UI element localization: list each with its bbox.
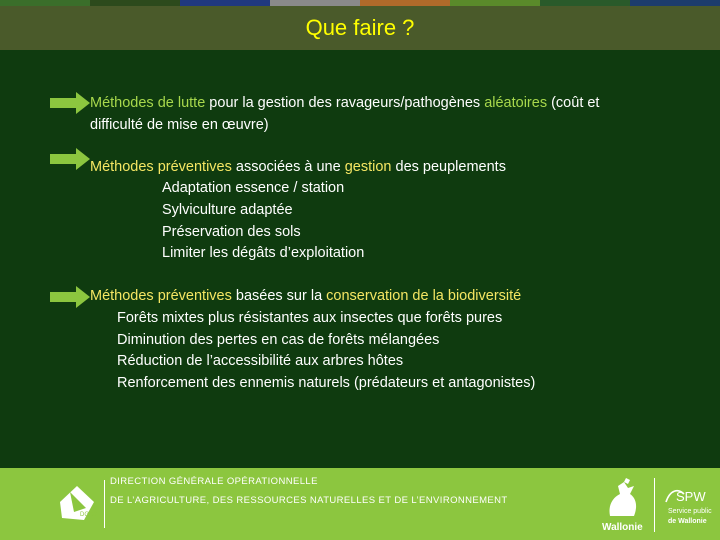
text-run: Méthodes de lutte [90,95,206,111]
item-2-heading [90,157,506,178]
spw-subtitle-1: Service public [668,508,712,515]
text-run: pour la gestion des ravageurs/pathogènes [205,95,485,111]
item-3-sub-2: Diminution des pertes en cas de forêts mélangées [117,332,440,348]
dgo3-logo-icon [56,482,98,524]
item-1-line-1 [90,93,599,114]
text-run: (coût et [547,95,600,111]
arrow-right-icon [50,286,90,308]
text-run: Méthodes préventives [90,288,232,304]
text-run: des peuplements [391,159,506,175]
text-run: gestion [344,159,392,175]
text-run: Méthodes préventives [90,159,232,175]
arrow-right-icon [50,148,90,170]
text-run: basées sur la [231,288,327,304]
item-1-line-2 [90,115,269,136]
spw-logo-text: SPW [676,489,706,504]
footer-divider [104,480,105,528]
slide-title: Que faire ? [305,15,415,40]
footer-bar [0,468,720,540]
item-3-heading [90,286,521,307]
item-2-sub-1: Adaptation essence / station [162,180,345,196]
item-3-sub-1: Forêts mixtes plus résistantes aux insectes que forêts pures [117,310,503,326]
arrow-right-icon [50,92,90,114]
footer-line-2: DE L’AGRICULTURE, DES RESSOURCES NATURELLES ET DE L’ENVIRONNEMENT [110,495,508,506]
item-2-sub-3: Préservation des sols [162,224,301,240]
text-run: conservation de la biodiversité [326,288,522,304]
dgo3-logo-text: DGO3 [80,512,98,518]
spw-subtitle-2: de Wallonie [668,518,707,525]
item-3-sub-3: Réduction de l’accessibilité aux arbres hôtes [117,353,404,369]
item-3-sub-4: Renforcement des ennemis naturels (prédateurs et antagonistes) [117,375,536,391]
footer-divider-2 [654,478,655,532]
item-2-sub-4: Limiter les dégâts d’exploitation [162,245,365,261]
text-run: difficulté de mise en œuvre) [90,117,269,133]
footer-line-1: DIRECTION GÉNÉRALE OPÉRATIONNELLE [110,476,318,487]
text-run: associées à une [231,159,345,175]
wallonie-rooster-icon [600,476,646,522]
item-2-sub-2: Sylviculture adaptée [162,202,293,218]
text-run: aléatoires [484,95,548,111]
spw-logo-icon [664,486,710,504]
wallonie-label: Wallonie [602,522,643,533]
